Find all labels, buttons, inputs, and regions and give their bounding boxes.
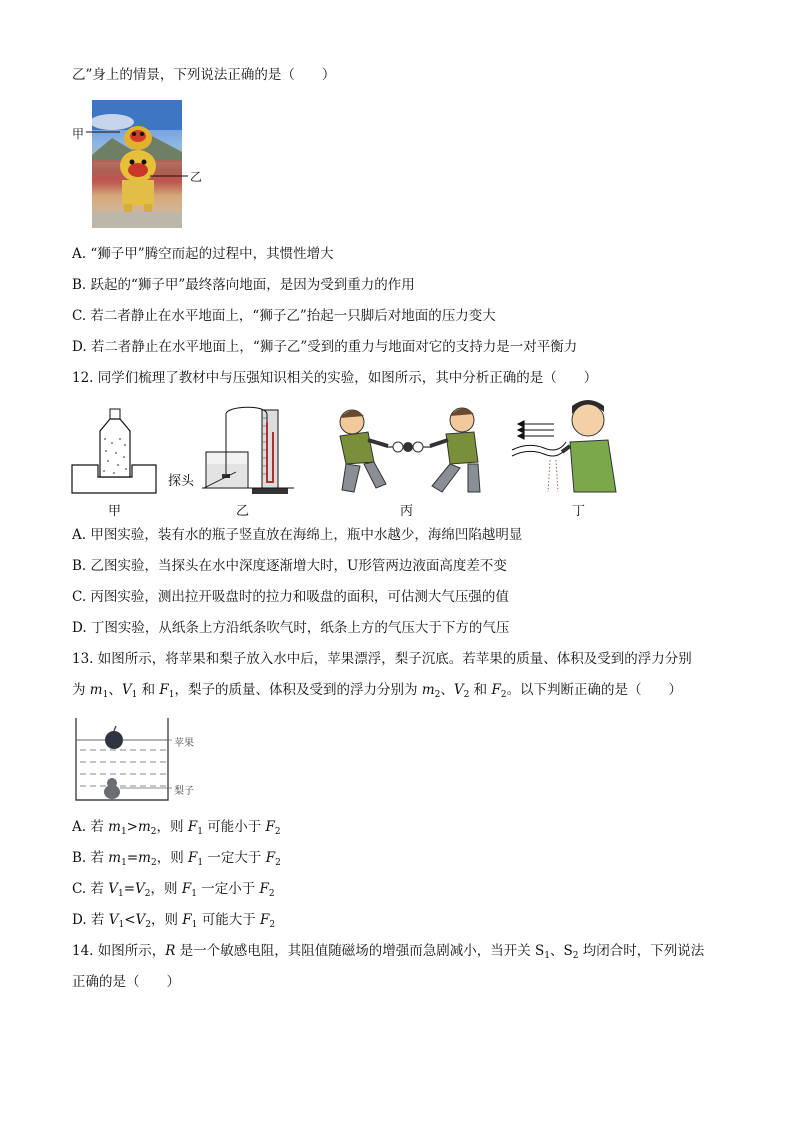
q12-option-a: A. 甲图实验，装有水的瓶子竖直放在海绵上，瓶中水越少，海绵凹陷越明显	[72, 527, 523, 543]
q11-option-c: C. 若二者静止在水平地面上，“狮子乙”抬起一只脚后对地面的压力变大	[72, 308, 496, 324]
q13-stem-line1: 13. 如图所示，将苹果和梨子放入水中后，苹果漂浮，梨子沉底。若苹果的质量、体积及受到的浮力分别	[72, 651, 692, 667]
q14-stem-line2: 正确的是（ ）	[72, 974, 180, 990]
q12-stem: 12. 同学们梳理了教材中与压强知识相关的实验，如图所示，其中分析正确的是（ ）	[72, 370, 598, 386]
q11-option-d: D. 若二者静止在水平地面上，“狮子乙”受到的重力与地面对它的支持力是一对平衡力	[72, 339, 578, 355]
q13-option-a: A. 若 $m_1>m_2$，则 $F_1$ 可能小于 $F_2$	[72, 819, 281, 837]
caption-jia: 甲	[108, 504, 122, 519]
caption-ding: 丁	[572, 504, 586, 519]
label-jia: 甲	[72, 127, 85, 141]
caption-bing: 丙	[400, 504, 414, 519]
blowing-paper-figure	[508, 396, 628, 496]
bottle-on-sponge-figure	[70, 405, 160, 497]
q12-option-d: D. 丁图实验，从纸条上方沿纸条吹气时，纸条上方的气压大于下方的气压	[72, 620, 510, 636]
label-apple: 苹果	[174, 738, 194, 749]
q13-stem-line2: 为 $m_1$、$V_1$ 和 $F_1$，梨子的质量、体积及受到的浮力分别为 $m_2$、$V_2$ 和 $F_2$。以下判断正确的是（ ）	[72, 682, 683, 700]
caption-yi: 乙	[236, 504, 250, 519]
label-yi: 乙	[190, 170, 203, 184]
q13-option-c: C. 若 $V_1=V_2$，则 $F_1$ 一定小于 $F_2$	[72, 881, 275, 899]
suction-cup-pull-figure	[328, 400, 488, 498]
q14-stem-line1: 14. 如图所示，R 是一个敏感电阻，其阻值随磁场的增强而急剧减小，当开关 $S_1$、$S_2$ 均闭合时，下列说法	[72, 943, 705, 961]
label-pear: 梨子	[174, 786, 194, 797]
probe-label: 探头	[168, 474, 195, 489]
q11-option-a: A. “狮子甲”腾空而起的过程中，其惯性增大	[72, 246, 334, 262]
q12-option-c: C. 丙图实验，测出拉开吸盘时的拉力和吸盘的面积，可估测大气压强的值	[72, 589, 509, 605]
q11-stem-tail: 乙”身上的情景，下列说法正确的是（ ）	[72, 67, 336, 83]
q13-option-d: D. 若 $V_1<V_2$，则 $F_1$ 可能大于 $F_2$	[72, 912, 276, 930]
q13-option-b: B. 若 $m_1=m_2$，则 $F_1$ 一定大于 $F_2$	[72, 850, 281, 868]
q12-option-b: B. 乙图实验，当探头在水中深度逐渐增大时，U形管两边液面高度差不变	[72, 558, 507, 574]
q11-option-b: B. 跃起的“狮子甲”最终落向地面，是因为受到重力的作用	[72, 277, 415, 293]
